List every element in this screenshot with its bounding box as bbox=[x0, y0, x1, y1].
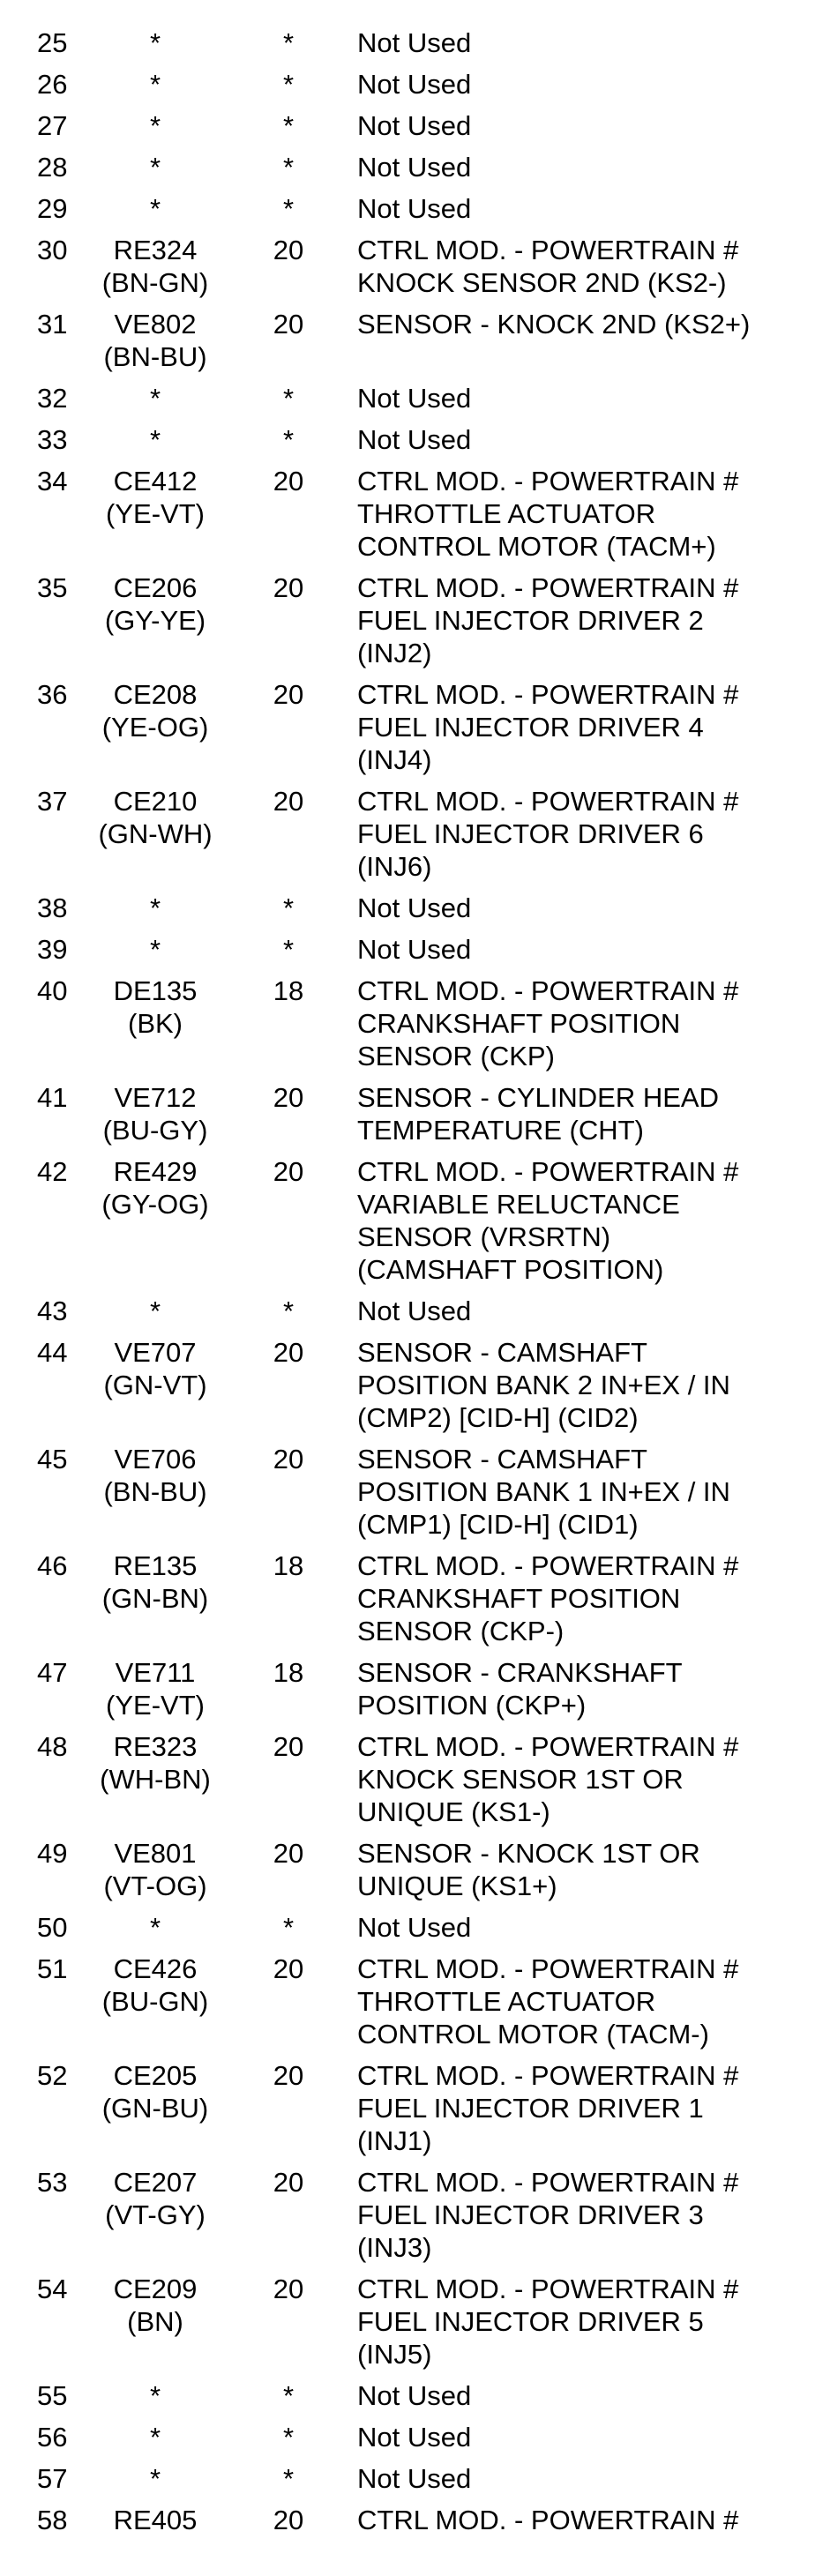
pin-number-cell: 42 bbox=[37, 1156, 68, 1187]
description-cell bbox=[346, 1837, 815, 1902]
circuit-cell bbox=[79, 68, 231, 101]
gauge-cell: 20 bbox=[273, 2060, 304, 2091]
description-cell bbox=[346, 234, 815, 299]
circuit-line-2: (BK) bbox=[128, 1008, 183, 1039]
circuit-line-1: VE712 bbox=[114, 1082, 197, 1113]
gauge-cell: * bbox=[282, 383, 295, 414]
description-line-3: UNIQUE (KS1-) bbox=[357, 1796, 550, 1827]
pin-number-cell: 49 bbox=[37, 1838, 68, 1869]
gauge-cell: 20 bbox=[273, 1156, 304, 1187]
table-row-pin-56 bbox=[0, 2421, 815, 2453]
description-line-2: FUEL INJECTOR DRIVER 4 bbox=[357, 712, 704, 743]
table-row-pin-39 bbox=[0, 933, 815, 966]
circuit-line-1: * bbox=[149, 2380, 161, 2411]
circuit-line-2: (VT-OG) bbox=[103, 1870, 207, 1901]
circuit-line-2: (BN-BU) bbox=[103, 341, 207, 372]
circuit-line-1: * bbox=[149, 1295, 161, 1326]
table-row-pin-40 bbox=[0, 974, 815, 1072]
gauge-cell: 20 bbox=[273, 309, 304, 340]
description-line-1: CTRL MOD. - POWERTRAIN # bbox=[357, 2274, 739, 2304]
pin-number-cell: 43 bbox=[37, 1295, 68, 1326]
circuit-cell bbox=[79, 1837, 231, 1902]
description-line-1: Not Used bbox=[357, 383, 472, 414]
table-row-pin-45 bbox=[0, 1443, 815, 1541]
pin-number-cell: 54 bbox=[37, 2274, 68, 2304]
circuit-line-2: (GN-WH) bbox=[98, 818, 213, 849]
description-cell bbox=[346, 26, 815, 59]
circuit-line-1: CE210 bbox=[113, 786, 198, 817]
table-row-pin-30 bbox=[0, 234, 815, 299]
circuit-cell bbox=[79, 382, 231, 414]
description-line-2: POSITION (CKP+) bbox=[357, 1690, 587, 1721]
circuit-cell bbox=[79, 2504, 231, 2536]
description-line-2: POSITION BANK 1 IN+EX / IN bbox=[357, 1476, 730, 1507]
description-cell bbox=[346, 1911, 815, 1944]
description-line-1: CTRL MOD. - POWERTRAIN # bbox=[357, 466, 739, 497]
circuit-cell bbox=[79, 423, 231, 456]
table-row-pin-44 bbox=[0, 1336, 815, 1434]
circuit-cell bbox=[79, 234, 231, 299]
pin-number-cell: 32 bbox=[37, 383, 68, 414]
pin-number-cell: 50 bbox=[37, 1912, 68, 1943]
circuit-line-1: * bbox=[149, 69, 161, 100]
circuit-cell bbox=[79, 308, 231, 373]
description-line-1: CTRL MOD. - POWERTRAIN # bbox=[357, 2167, 739, 2198]
description-line-1: CTRL MOD. - POWERTRAIN # bbox=[357, 2505, 739, 2535]
description-line-2: FUEL INJECTOR DRIVER 1 bbox=[357, 2093, 704, 2124]
circuit-line-1: * bbox=[149, 2422, 161, 2453]
table-row-pin-58 bbox=[0, 2504, 815, 2536]
description-line-2: FUEL INJECTOR DRIVER 5 bbox=[357, 2306, 704, 2337]
description-line-1: CTRL MOD. - POWERTRAIN # bbox=[357, 235, 739, 265]
description-line-3: SENSOR (CKP-) bbox=[357, 1616, 565, 1646]
description-cell bbox=[346, 1336, 815, 1434]
pin-number-cell: 33 bbox=[37, 424, 68, 455]
table-row-pin-52 bbox=[0, 2059, 815, 2157]
circuit-cell bbox=[79, 892, 231, 924]
circuit-cell bbox=[79, 192, 231, 225]
pin-number-cell: 28 bbox=[37, 152, 68, 183]
table-row-pin-28 bbox=[0, 151, 815, 183]
table-row-pin-55 bbox=[0, 2379, 815, 2412]
description-line-2: CRANKSHAFT POSITION bbox=[357, 1583, 681, 1614]
pin-number-cell: 57 bbox=[37, 2463, 68, 2494]
table-row-pin-49 bbox=[0, 1837, 815, 1902]
circuit-line-1: * bbox=[149, 110, 161, 141]
description-line-1: Not Used bbox=[357, 892, 472, 923]
table-row-pin-26 bbox=[0, 68, 815, 101]
circuit-line-1: VE801 bbox=[114, 1838, 197, 1869]
description-cell bbox=[346, 423, 815, 456]
table-row-pin-37 bbox=[0, 785, 815, 883]
table-row-pin-48 bbox=[0, 1730, 815, 1828]
table-row-pin-46 bbox=[0, 1549, 815, 1647]
circuit-line-1: * bbox=[149, 152, 161, 183]
pin-number-cell: 27 bbox=[37, 110, 68, 141]
table-row-pin-57 bbox=[0, 2462, 815, 2495]
table-row-pin-25 bbox=[0, 26, 815, 59]
description-line-1: SENSOR - CRANKSHAFT bbox=[357, 1657, 683, 1688]
description-cell bbox=[346, 2059, 815, 2157]
gauge-cell: * bbox=[282, 2380, 295, 2411]
gauge-cell: 20 bbox=[273, 1731, 304, 1762]
description-line-2: CRANKSHAFT POSITION bbox=[357, 1008, 681, 1039]
description-line-1: CTRL MOD. - POWERTRAIN # bbox=[357, 679, 739, 710]
circuit-cell bbox=[79, 2462, 231, 2495]
description-line-3: CONTROL MOTOR (TACM+) bbox=[357, 531, 716, 562]
gauge-cell: 20 bbox=[273, 466, 304, 497]
description-line-2: FUEL INJECTOR DRIVER 2 bbox=[357, 605, 704, 636]
pin-number-cell: 31 bbox=[37, 309, 68, 340]
description-cell bbox=[346, 933, 815, 966]
gauge-cell: * bbox=[282, 69, 295, 100]
table-row-pin-50 bbox=[0, 1911, 815, 1944]
circuit-line-2: (BN-GN) bbox=[101, 267, 209, 298]
circuit-line-2: (GY-OG) bbox=[101, 1189, 209, 1220]
description-cell bbox=[346, 1155, 815, 1286]
description-line-1: CTRL MOD. - POWERTRAIN # bbox=[357, 1550, 739, 1581]
circuit-line-2: (WH-BN) bbox=[100, 1764, 211, 1795]
circuit-line-2: (BN) bbox=[127, 2306, 183, 2337]
gauge-cell: 18 bbox=[273, 975, 304, 1006]
description-cell bbox=[346, 1295, 815, 1327]
circuit-line-2: (GN-BN) bbox=[101, 1583, 209, 1614]
description-line-1: Not Used bbox=[357, 1912, 472, 1943]
circuit-line-1: CE207 bbox=[113, 2167, 198, 2198]
pin-number-cell: 53 bbox=[37, 2167, 68, 2198]
pin-number-cell: 52 bbox=[37, 2060, 68, 2091]
pin-number-cell: 58 bbox=[37, 2505, 68, 2535]
pin-number-cell: 37 bbox=[37, 786, 68, 817]
description-cell bbox=[346, 1081, 815, 1146]
description-line-3: (INJ5) bbox=[357, 2339, 432, 2370]
gauge-cell: * bbox=[282, 27, 295, 58]
circuit-line-2: (GY-YE) bbox=[104, 605, 206, 636]
description-line-3: SENSOR (VRSRTN) bbox=[357, 1221, 611, 1252]
description-line-3: SENSOR (CKP) bbox=[357, 1041, 555, 1071]
description-cell bbox=[346, 785, 815, 883]
table-row-pin-54 bbox=[0, 2273, 815, 2371]
circuit-line-1: CE205 bbox=[113, 2060, 198, 2091]
description-cell bbox=[346, 2421, 815, 2453]
table-row-pin-34 bbox=[0, 465, 815, 563]
description-line-2: POSITION BANK 2 IN+EX / IN bbox=[357, 1370, 730, 1400]
description-line-1: Not Used bbox=[357, 152, 472, 183]
table-row-pin-29 bbox=[0, 192, 815, 225]
circuit-line-1: * bbox=[149, 1912, 161, 1943]
description-cell bbox=[346, 1953, 815, 2050]
pin-number-cell: 46 bbox=[37, 1550, 68, 1581]
circuit-line-2: (GN-VT) bbox=[103, 1370, 207, 1400]
description-cell bbox=[346, 571, 815, 669]
description-cell bbox=[346, 2273, 815, 2371]
gauge-cell: 20 bbox=[273, 2274, 304, 2304]
description-cell bbox=[346, 2462, 815, 2495]
gauge-cell: * bbox=[282, 934, 295, 965]
pin-number-cell: 44 bbox=[37, 1337, 68, 1368]
circuit-line-1: RE135 bbox=[113, 1550, 198, 1581]
description-line-2: UNIQUE (KS1+) bbox=[357, 1870, 557, 1901]
description-line-1: Not Used bbox=[357, 1295, 472, 1326]
gauge-cell: 20 bbox=[273, 2505, 304, 2535]
pin-number-cell: 26 bbox=[37, 69, 68, 100]
description-cell bbox=[346, 151, 815, 183]
gauge-cell: 18 bbox=[273, 1550, 304, 1581]
description-cell bbox=[346, 1443, 815, 1541]
circuit-line-1: CE426 bbox=[113, 1953, 198, 1984]
gauge-cell: * bbox=[282, 2463, 295, 2494]
description-line-2: KNOCK SENSOR 1ST OR bbox=[357, 1764, 684, 1795]
circuit-line-1: RE429 bbox=[113, 1156, 198, 1187]
table-row-pin-33 bbox=[0, 423, 815, 456]
description-line-1: SENSOR - KNOCK 1ST OR bbox=[357, 1838, 700, 1869]
description-cell bbox=[346, 678, 815, 776]
description-cell bbox=[346, 382, 815, 414]
description-cell bbox=[346, 1656, 815, 1721]
description-line-1: CTRL MOD. - POWERTRAIN # bbox=[357, 1156, 739, 1187]
circuit-cell bbox=[79, 1081, 231, 1146]
gauge-cell: 20 bbox=[273, 1337, 304, 1368]
description-line-1: Not Used bbox=[357, 934, 472, 965]
description-cell bbox=[346, 465, 815, 563]
circuit-line-1: * bbox=[149, 2463, 161, 2494]
circuit-cell bbox=[79, 1295, 231, 1327]
gauge-cell: 20 bbox=[273, 572, 304, 603]
table-row-pin-41 bbox=[0, 1081, 815, 1146]
pin-number-cell: 36 bbox=[37, 679, 68, 710]
circuit-cell bbox=[79, 109, 231, 142]
circuit-line-2: (YE-VT) bbox=[106, 1690, 205, 1721]
gauge-cell: * bbox=[282, 152, 295, 183]
description-line-2: THROTTLE ACTUATOR bbox=[357, 1986, 656, 2017]
circuit-line-1: * bbox=[149, 892, 161, 923]
pin-number-cell: 51 bbox=[37, 1953, 68, 1984]
circuit-line-1: VE802 bbox=[114, 309, 197, 340]
circuit-line-1: RE324 bbox=[113, 235, 198, 265]
gauge-cell: * bbox=[282, 1912, 295, 1943]
description-line-2: FUEL INJECTOR DRIVER 6 bbox=[357, 818, 704, 849]
description-line-1: CTRL MOD. - POWERTRAIN # bbox=[357, 1953, 739, 1984]
circuit-cell bbox=[79, 1336, 231, 1434]
description-cell bbox=[346, 974, 815, 1072]
circuit-cell bbox=[79, 2166, 231, 2264]
description-cell bbox=[346, 109, 815, 142]
gauge-cell: * bbox=[282, 892, 295, 923]
description-line-3: (CMP2) [CID-H] (CID2) bbox=[357, 1402, 639, 1433]
pinout-table bbox=[0, 26, 815, 2545]
table-row-pin-43 bbox=[0, 1295, 815, 1327]
gauge-cell: * bbox=[282, 110, 295, 141]
circuit-line-2: (BN-BU) bbox=[103, 1476, 207, 1507]
circuit-cell bbox=[79, 2273, 231, 2371]
gauge-cell: 20 bbox=[273, 786, 304, 817]
description-line-2: VARIABLE RELUCTANCE bbox=[357, 1189, 680, 1220]
description-line-1: CTRL MOD. - POWERTRAIN # bbox=[357, 572, 739, 603]
description-line-3: (INJ2) bbox=[357, 638, 432, 668]
circuit-line-2: (VT-GY) bbox=[105, 2199, 206, 2230]
circuit-line-1: CE208 bbox=[113, 679, 198, 710]
description-line-1: SENSOR - CAMSHAFT bbox=[357, 1337, 647, 1368]
description-line-1: Not Used bbox=[357, 110, 472, 141]
description-line-1: Not Used bbox=[357, 27, 472, 58]
description-line-4: (CAMSHAFT POSITION) bbox=[357, 1254, 664, 1285]
table-row-pin-32 bbox=[0, 382, 815, 414]
table-row-pin-31 bbox=[0, 308, 815, 373]
description-line-3: (INJ6) bbox=[357, 851, 432, 882]
circuit-line-1: DE135 bbox=[113, 975, 198, 1006]
circuit-line-2: (BU-GN) bbox=[101, 1986, 209, 2017]
gauge-cell: * bbox=[282, 424, 295, 455]
circuit-line-1: RE323 bbox=[113, 1731, 198, 1762]
table-row-pin-53 bbox=[0, 2166, 815, 2264]
circuit-cell bbox=[79, 2059, 231, 2157]
description-line-3: CONTROL MOTOR (TACM-) bbox=[357, 2019, 709, 2050]
pin-number-cell: 47 bbox=[37, 1657, 68, 1688]
gauge-cell: 20 bbox=[273, 1082, 304, 1113]
description-line-1: CTRL MOD. - POWERTRAIN # bbox=[357, 975, 739, 1006]
pin-number-cell: 34 bbox=[37, 466, 68, 497]
circuit-cell bbox=[79, 785, 231, 883]
pin-number-cell: 48 bbox=[37, 1731, 68, 1762]
table-row-pin-51 bbox=[0, 1953, 815, 2050]
pin-number-cell: 55 bbox=[37, 2380, 68, 2411]
circuit-line-2: (YE-VT) bbox=[106, 498, 205, 529]
description-line-1: SENSOR - CYLINDER HEAD bbox=[357, 1082, 719, 1113]
circuit-line-1: CE209 bbox=[113, 2274, 198, 2304]
pin-number-cell: 45 bbox=[37, 1444, 68, 1475]
description-line-3: (CMP1) [CID-H] (CID1) bbox=[357, 1509, 639, 1540]
gauge-cell: * bbox=[282, 1295, 295, 1326]
gauge-cell: 20 bbox=[273, 1953, 304, 1984]
circuit-cell bbox=[79, 1730, 231, 1828]
pin-number-cell: 38 bbox=[37, 892, 68, 923]
circuit-cell bbox=[79, 933, 231, 966]
pin-number-cell: 41 bbox=[37, 1082, 68, 1113]
circuit-cell bbox=[79, 1953, 231, 2050]
description-cell bbox=[346, 192, 815, 225]
pin-number-cell: 40 bbox=[37, 975, 68, 1006]
description-cell bbox=[346, 2504, 815, 2536]
gauge-cell: * bbox=[282, 2422, 295, 2453]
circuit-line-1: * bbox=[149, 424, 161, 455]
table-row-pin-42 bbox=[0, 1155, 815, 1286]
circuit-cell bbox=[79, 2379, 231, 2412]
description-line-1: Not Used bbox=[357, 2422, 472, 2453]
pin-number-cell: 39 bbox=[37, 934, 68, 965]
description-line-2: THROTTLE ACTUATOR bbox=[357, 498, 656, 529]
circuit-line-1: * bbox=[149, 193, 161, 224]
description-cell bbox=[346, 892, 815, 924]
pin-number-cell: 30 bbox=[37, 235, 68, 265]
circuit-line-1: * bbox=[149, 934, 161, 965]
circuit-line-1: VE706 bbox=[114, 1444, 197, 1475]
description-line-1: Not Used bbox=[357, 69, 472, 100]
circuit-cell bbox=[79, 465, 231, 563]
description-line-1: SENSOR - CAMSHAFT bbox=[357, 1444, 647, 1475]
description-line-2: TEMPERATURE (CHT) bbox=[357, 1115, 644, 1146]
description-cell bbox=[346, 2166, 815, 2264]
description-line-1: Not Used bbox=[357, 2463, 472, 2494]
description-cell bbox=[346, 68, 815, 101]
circuit-cell bbox=[79, 1155, 231, 1286]
circuit-cell bbox=[79, 678, 231, 776]
description-line-1: Not Used bbox=[357, 424, 472, 455]
description-line-1: CTRL MOD. - POWERTRAIN # bbox=[357, 1731, 739, 1762]
circuit-cell bbox=[79, 974, 231, 1072]
circuit-line-2: (BU-GY) bbox=[102, 1115, 208, 1146]
circuit-cell bbox=[79, 151, 231, 183]
circuit-line-2: (YE-OG) bbox=[101, 712, 209, 743]
circuit-cell bbox=[79, 1443, 231, 1541]
table-row-pin-38 bbox=[0, 892, 815, 924]
gauge-cell: 20 bbox=[273, 2167, 304, 2198]
description-cell bbox=[346, 1730, 815, 1828]
circuit-cell bbox=[79, 1549, 231, 1647]
description-cell bbox=[346, 308, 815, 373]
circuit-line-2: (GN-BU) bbox=[101, 2093, 209, 2124]
table-row-pin-47 bbox=[0, 1656, 815, 1721]
description-line-1: CTRL MOD. - POWERTRAIN # bbox=[357, 2060, 739, 2091]
description-cell bbox=[346, 2379, 815, 2412]
pin-number-cell: 25 bbox=[37, 27, 68, 58]
circuit-line-1: CE412 bbox=[113, 466, 198, 497]
gauge-cell: 20 bbox=[273, 235, 304, 265]
pin-number-cell: 35 bbox=[37, 572, 68, 603]
description-line-3: (INJ1) bbox=[357, 2125, 432, 2156]
description-line-3: (INJ3) bbox=[357, 2232, 432, 2263]
description-line-1: SENSOR - KNOCK 2ND (KS2+) bbox=[357, 309, 751, 340]
description-line-2: FUEL INJECTOR DRIVER 3 bbox=[357, 2199, 704, 2230]
description-line-3: (INJ4) bbox=[357, 744, 432, 775]
circuit-cell bbox=[79, 571, 231, 669]
table-row-pin-27 bbox=[0, 109, 815, 142]
circuit-cell bbox=[79, 1911, 231, 1944]
gauge-cell: 20 bbox=[273, 1444, 304, 1475]
circuit-cell bbox=[79, 2421, 231, 2453]
pin-number-cell: 56 bbox=[37, 2422, 68, 2453]
description-line-1: Not Used bbox=[357, 2380, 472, 2411]
circuit-line-1: CE206 bbox=[113, 572, 198, 603]
circuit-line-1: VE707 bbox=[114, 1337, 197, 1368]
table-row-pin-36 bbox=[0, 678, 815, 776]
table-row-pin-35 bbox=[0, 571, 815, 669]
gauge-cell: 20 bbox=[273, 679, 304, 710]
description-line-2: KNOCK SENSOR 2ND (KS2-) bbox=[357, 267, 727, 298]
description-cell bbox=[346, 1549, 815, 1647]
circuit-line-1: * bbox=[149, 383, 161, 414]
pin-number-cell: 29 bbox=[37, 193, 68, 224]
circuit-cell bbox=[79, 1656, 231, 1721]
circuit-cell bbox=[79, 26, 231, 59]
gauge-cell: 18 bbox=[273, 1657, 304, 1688]
circuit-line-1: RE405 bbox=[113, 2505, 198, 2535]
circuit-line-1: * bbox=[149, 27, 161, 58]
description-line-1: CTRL MOD. - POWERTRAIN # bbox=[357, 786, 739, 817]
gauge-cell: * bbox=[282, 193, 295, 224]
gauge-cell: 20 bbox=[273, 1838, 304, 1869]
circuit-line-1: VE711 bbox=[115, 1657, 196, 1688]
description-line-1: Not Used bbox=[357, 193, 472, 224]
